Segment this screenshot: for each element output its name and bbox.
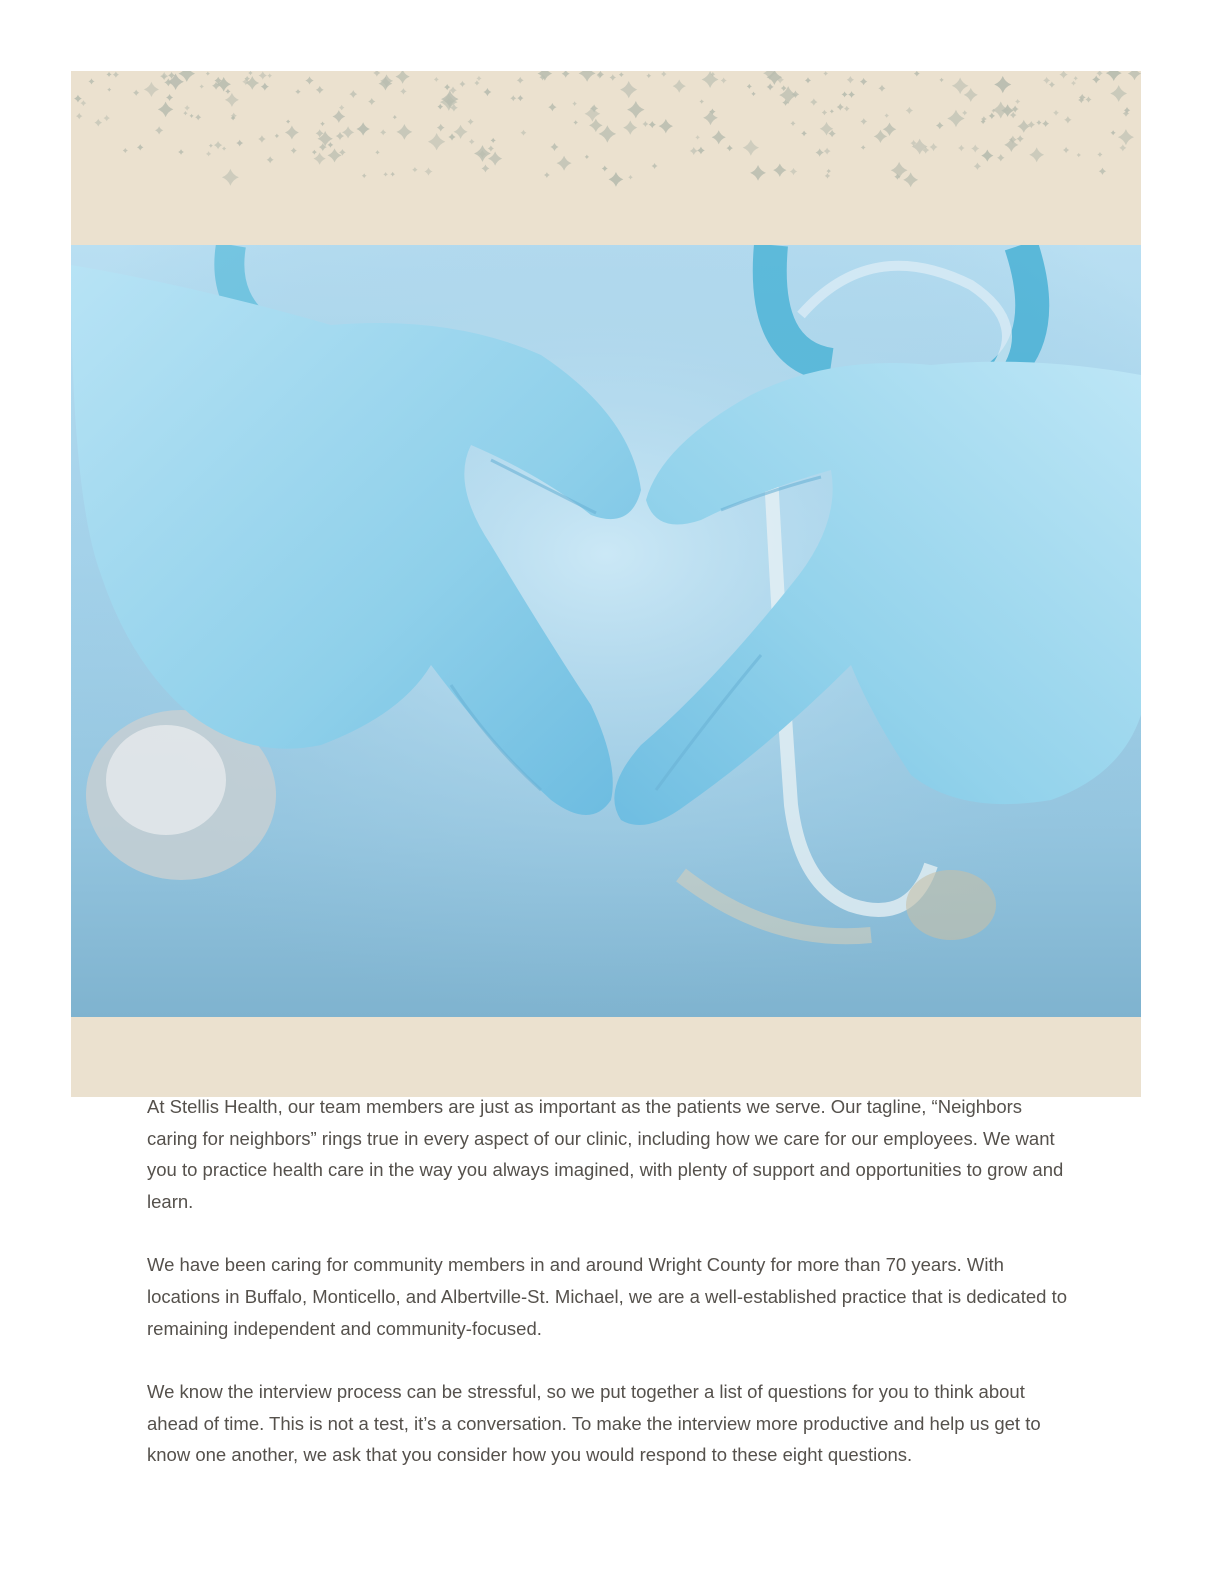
sparkle-star — [327, 148, 341, 162]
sparkle-star — [1064, 116, 1071, 123]
sparkle-star — [1043, 77, 1050, 84]
sparkle-star — [400, 88, 407, 95]
sparkle-star — [438, 104, 443, 109]
sparkle-star — [1012, 106, 1019, 113]
sparkle-star — [767, 83, 774, 90]
sparkle-star — [488, 145, 494, 151]
sparkle-star — [695, 135, 699, 139]
sparkle-star — [844, 106, 849, 111]
sparkle-star — [222, 147, 226, 151]
intro-paragraph-2: We have been caring for community members in and around Wright County for more than 70 years. With locations in Buffalo, Monticello, and Albertville-St. Michael, we are a well-established practice that is dedicated to remaining independent and community-focused. — [147, 1254, 1068, 1339]
sparkle-star — [225, 93, 239, 107]
sparkle-star — [550, 143, 558, 151]
sparkle-star — [510, 95, 516, 101]
sparkle-star — [962, 110, 967, 115]
sparkle-star — [623, 121, 637, 135]
sparkle-star — [158, 102, 173, 117]
sparkle-star — [848, 91, 855, 98]
sparkle-star — [1077, 153, 1081, 157]
sparkle-star — [597, 71, 604, 78]
sparkle-star — [1029, 147, 1044, 162]
sparkle-star — [448, 133, 455, 140]
sparkle-star — [1049, 81, 1055, 87]
sparkle-star — [375, 150, 379, 154]
sparkle-star — [914, 71, 920, 77]
sparkle-star — [1017, 120, 1030, 133]
sparkle-star — [885, 113, 889, 117]
sparkle-star — [454, 125, 468, 139]
sparkle-star — [267, 73, 272, 78]
sparkle-star — [824, 148, 831, 155]
sparkle-star — [1036, 120, 1041, 125]
sparkle-star — [444, 84, 450, 90]
sparkle-star — [520, 130, 526, 136]
sparkle-star — [342, 126, 354, 138]
sparkle-star — [379, 77, 393, 91]
sparkle-star — [383, 172, 387, 176]
sparkle-star — [393, 115, 397, 119]
sparkle-star — [847, 76, 854, 83]
sparkle-star — [259, 71, 267, 79]
sparkle-star — [1128, 71, 1141, 80]
sparkle-star — [336, 132, 344, 140]
sparkle-star — [94, 119, 102, 127]
sparkle-star — [1111, 130, 1116, 135]
sparkle-star — [1099, 168, 1106, 175]
sparkle-star — [362, 173, 367, 178]
sparkle-star — [356, 122, 369, 135]
sparkle-star — [395, 71, 409, 84]
sparkle-star — [1042, 120, 1049, 127]
sparkle-star — [726, 145, 733, 152]
sparkle-star — [113, 72, 119, 78]
sparkle-star — [874, 130, 887, 143]
sparkle-star — [781, 85, 787, 91]
sparkle-star — [891, 162, 908, 179]
sparkle-star — [441, 90, 459, 108]
sparkle-star — [491, 138, 496, 143]
sparkle-star — [805, 77, 811, 83]
sparkle-star — [214, 141, 222, 149]
sparkle-star — [74, 95, 82, 103]
sparkle-star — [994, 76, 1011, 93]
sparkle-star — [275, 134, 279, 138]
sparkle-star — [248, 71, 252, 75]
sparkle-star — [860, 78, 867, 85]
sparkle-star — [929, 143, 937, 151]
sparkle-star — [295, 89, 300, 94]
sparkle-star — [320, 121, 325, 126]
sparkle-star — [1119, 144, 1126, 151]
sparkle-star — [1015, 99, 1020, 104]
sparkle-star — [712, 130, 726, 144]
sparkle-star — [1010, 112, 1017, 119]
sparkle-star — [286, 120, 290, 124]
sparkle-star — [396, 124, 412, 140]
intro-paragraph-3: We know the interview process can be stressful, so we put together a list of questions for you to think about ahead of time. This is not a test, it’s a conversation. To make the interview more productive and help us get to know one another, we ask that you consider how you would respond to these eight questions. — [147, 1381, 1041, 1466]
sparkle-star — [225, 89, 230, 94]
sparkle-star — [1110, 85, 1127, 102]
sparkle-star — [373, 71, 380, 77]
sparkle-star — [178, 149, 184, 155]
sparkle-star — [144, 82, 159, 97]
sparkle-star — [702, 71, 719, 88]
sparkle-star — [76, 113, 83, 120]
sparkle-star — [649, 121, 656, 128]
sparkle-star — [483, 88, 491, 96]
sparkle-star — [585, 155, 589, 159]
sparkle-star — [557, 156, 572, 171]
sparkle-star — [861, 145, 866, 150]
sparkle-star — [305, 76, 313, 84]
sparkle-star — [206, 151, 211, 156]
sparkle-pattern — [71, 71, 1141, 191]
sparkle-star — [790, 168, 797, 175]
sparkle-star — [860, 118, 867, 125]
sparkle-star — [609, 172, 624, 187]
sparkle-star — [106, 72, 111, 77]
sparkle-star — [971, 144, 979, 152]
sparkle-star — [609, 74, 616, 81]
sparkle-star — [1053, 110, 1059, 116]
sparkle-star — [579, 71, 596, 82]
sparkle-star — [673, 80, 686, 93]
sparkle-star — [883, 122, 897, 136]
sparkle-star — [1097, 152, 1102, 157]
sparkle-star — [184, 105, 190, 111]
sparkle-star — [1028, 121, 1035, 128]
sparkle-star — [906, 107, 913, 114]
sparkle-star — [620, 81, 637, 98]
sparkle-star — [103, 115, 109, 121]
sparkle-star — [790, 121, 795, 126]
sparkle-star — [209, 144, 213, 148]
sparkle-star — [646, 73, 651, 78]
sparkle-star — [801, 131, 807, 137]
sparkle-star — [517, 95, 523, 101]
sparkle-star — [390, 172, 395, 177]
sparkle-star — [816, 148, 824, 156]
sparkle-star — [160, 72, 168, 80]
sparkle-star — [697, 147, 705, 155]
sparkle-star — [133, 90, 139, 96]
sparkle-star — [659, 119, 673, 133]
sparkle-star — [285, 126, 299, 140]
sparkle-star — [599, 125, 616, 142]
sparkle-star — [602, 166, 608, 172]
sparkle-star — [137, 144, 143, 150]
sparkle-star — [155, 126, 163, 134]
sparkle-star — [468, 119, 474, 125]
sparkle-star — [190, 114, 194, 118]
page-panel — [71, 71, 1141, 1466]
sparkle-star — [476, 76, 481, 81]
sparkle-star — [544, 172, 550, 178]
sparkle-star — [997, 154, 1004, 161]
sparkle-star — [314, 153, 326, 165]
sparkle-star — [1092, 75, 1100, 83]
sparkle-star — [628, 175, 632, 179]
sparkle-star — [412, 167, 417, 172]
sparkle-star — [1085, 96, 1091, 102]
sparkle-star — [1106, 71, 1122, 81]
sparkle-star — [222, 169, 239, 186]
sparkle-star — [690, 147, 698, 155]
sparkle-star — [974, 163, 981, 170]
sparkle-star — [947, 110, 964, 127]
sparkle-star — [328, 142, 334, 148]
sparkle-star — [747, 84, 752, 89]
sparkle-star — [88, 78, 94, 84]
sparkle-star — [837, 103, 844, 110]
sparkle-star — [291, 148, 297, 154]
sparkle-star — [1017, 135, 1024, 142]
sparkle-star — [830, 109, 834, 113]
sparkle-star — [743, 140, 759, 156]
sparkle-star — [339, 105, 344, 110]
sparkle-star — [572, 101, 577, 106]
sparkle-star — [368, 98, 375, 105]
sparkle-star — [562, 71, 570, 78]
sparkle-star — [642, 121, 648, 127]
sparkle-star — [469, 139, 475, 145]
sparkle-star — [573, 120, 577, 124]
sparkle-star — [964, 88, 978, 102]
sparkle-star — [661, 71, 667, 77]
sparkle-star — [517, 77, 524, 84]
sparkle-star — [474, 80, 479, 85]
sparkle-star — [428, 133, 445, 150]
sparkle-star — [825, 173, 830, 178]
sparkle-star — [842, 91, 848, 97]
sparkle-star — [750, 165, 766, 181]
sparkle-star — [380, 129, 386, 135]
sparkle-star — [1118, 129, 1134, 145]
intro-text — [147, 1091, 1077, 1503]
sparkle-star — [589, 119, 602, 132]
sparkle-star — [822, 110, 827, 115]
sparkle-star — [332, 110, 345, 123]
sparkle-star — [548, 103, 556, 111]
sparkle-star — [619, 72, 624, 77]
sparkle-star — [80, 100, 86, 106]
sparkle-star — [878, 85, 885, 92]
intro-paragraph-1: At Stellis Health, our team members are just as important as the patients we serve. Our tagline, “Neighbors caring for neighbors” rings true in every aspect of our clinic, including how we care for our employees. We want you to practice health care in the way you always imagined, with plenty of support and opportunities to grow and learn. — [147, 1096, 1064, 1212]
sparkle-star — [1059, 71, 1067, 79]
sparkle-star — [903, 172, 918, 187]
sparkle-star — [166, 94, 173, 101]
sparkle-star — [627, 101, 644, 118]
sparkle-star — [751, 92, 755, 96]
sparkle-star — [699, 99, 703, 103]
sparkle-star — [434, 77, 439, 82]
sparkle-star — [958, 145, 965, 152]
sparkle-star — [267, 156, 274, 163]
sparkle-star — [482, 165, 490, 173]
hero-photo — [71, 245, 1141, 1017]
sparkle-star — [1096, 71, 1102, 76]
sparkle-star — [936, 122, 944, 130]
sparkle-star — [261, 83, 269, 91]
sparkle-star — [200, 84, 204, 88]
sparkle-star — [258, 135, 266, 143]
sparkle-star — [989, 113, 996, 120]
sparkle-star — [703, 110, 718, 125]
sparkle-star — [810, 98, 817, 105]
sparkle-star — [1074, 76, 1078, 80]
sparkle-star — [981, 150, 993, 162]
sparkle-star — [236, 140, 243, 147]
sparkle-star — [316, 86, 324, 94]
sparkle-star — [721, 78, 727, 84]
sparkle-star — [183, 111, 187, 115]
sparkle-star — [1063, 147, 1069, 153]
sparkle-star — [437, 124, 445, 132]
sparkle-star — [195, 114, 201, 120]
sparkle-star — [206, 72, 210, 76]
sparkle-star — [424, 167, 432, 175]
sparkle-star — [459, 81, 465, 87]
sparkle-star — [312, 150, 317, 155]
sparkle-star — [107, 88, 111, 92]
sparkle-star — [123, 148, 128, 153]
sparkle-star — [952, 77, 969, 94]
sparkle-star — [1071, 81, 1076, 86]
sparkle-star — [652, 163, 658, 169]
sparkle-star — [349, 90, 357, 98]
sparkle-star — [538, 71, 553, 81]
sparkle-star — [773, 164, 786, 177]
sparkle-star — [939, 78, 943, 82]
sparkle-star — [826, 169, 830, 173]
sparkle-star — [823, 71, 828, 76]
